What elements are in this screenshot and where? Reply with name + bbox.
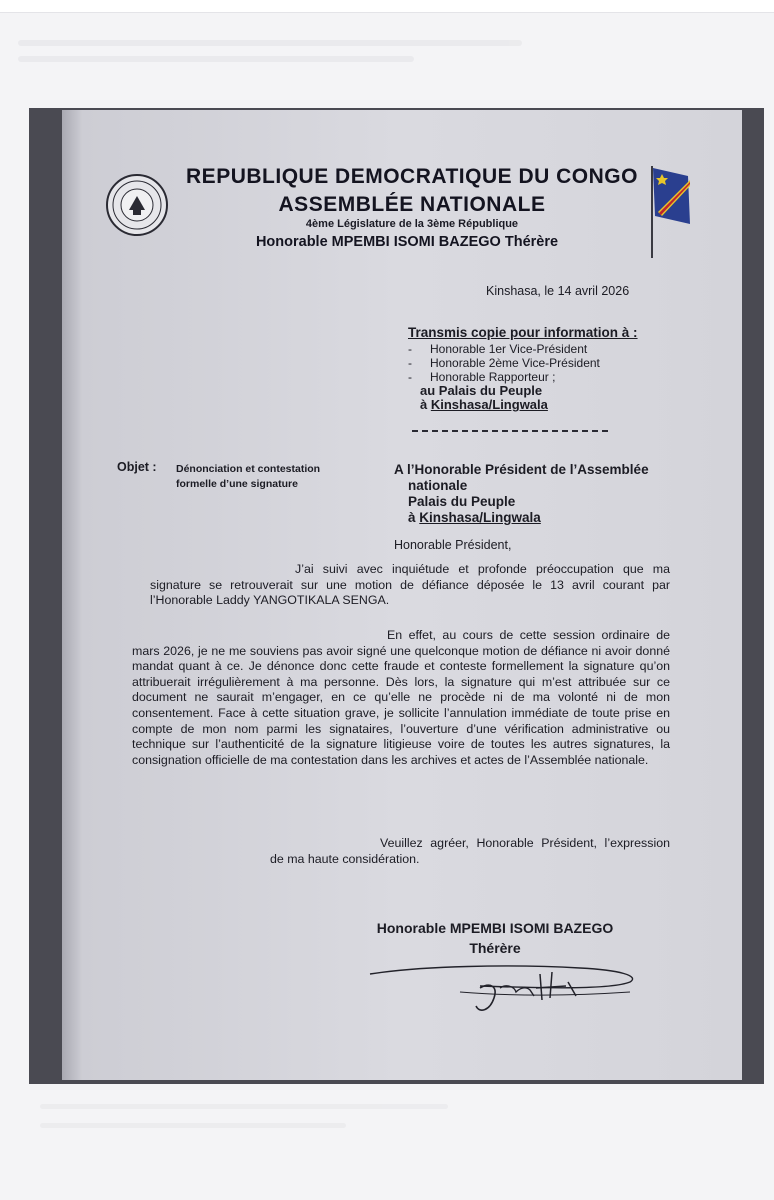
city-name: Kinshasa/Lingwala [430, 397, 548, 412]
assembly-seal-icon [106, 174, 168, 236]
copy-recipients-title: Transmis copie pour information à : [408, 325, 638, 340]
copy-recipient-item: - Honorable Rapporteur ; [408, 370, 708, 384]
body-paragraph-2: En effet, au cours de cette session ordinaire de mars 2026, je ne me souviens pas avoir signé une quelconque motion de défiance ni avoir donné mandat quant à ce. Je dénonce donc cette fraude et conteste formellement la signature qu’on attribuerait irrégulièrement à ma personne. Dès lors, la signature qui m’est attribuée sur ce document ne saurait m’engager, en ce qu’elle ne procède ni de ma volonté ni de mon consentement. Face à cette situation grave, je sollicite l’annulation immédiate de toute prise en compte de mon nom parmi les signataires, l’ouverture d’une vérification administrative ou technique sur l’authenticité de la signature litigieuse voire de toutes les autres signatures, la consignation officielle de ma contestation dans les archives et actes de l’Assemblée nationale. [132, 628, 670, 767]
handwritten-signature [330, 952, 670, 1022]
copy-recipients-place: au Palais du Peuple [420, 383, 543, 398]
city-name: Kinshasa/Lingwala [419, 510, 541, 525]
addressee-line: Palais du Peuple [408, 494, 516, 509]
header-legislature: 4ème Législature de la 3ème République [305, 218, 519, 230]
signatory-line: Honorable MPEMBI ISOMI BAZEGO [376, 920, 614, 936]
city-prefix: à [408, 510, 420, 525]
faded-background-text [18, 30, 738, 90]
header-republic: REPUBLIQUE DEMOCRATIQUE DU CONGO [186, 165, 638, 188]
copy-recipient-item: - Honorable 1er Vice-Président [408, 342, 708, 356]
dashed-separator [412, 430, 608, 432]
addressee-block [394, 462, 694, 526]
letter-date: Kinshasa, le 14 avril 2026 [486, 284, 630, 298]
header-honorable: Honorable MPEMBI ISOMI BAZEGO Thérère [255, 234, 559, 250]
copy-recipients [408, 326, 708, 412]
signatory-line: Thérère [469, 940, 521, 956]
city-prefix: à [420, 397, 431, 412]
subject-text: Dénonciation et contestation formelle d’une signature [176, 463, 321, 490]
faded-background-text [40, 1090, 720, 1170]
closing-paragraph: Veuillez agréer, Honorable Président, l’expression de ma haute considération. [270, 836, 670, 866]
addressee-line: A l’Honorable Président de l’Assemblée [394, 462, 649, 477]
addressee-line: nationale [408, 478, 468, 493]
salutation: Honorable Président, [394, 538, 512, 552]
body-paragraph-1: J’ai suivi avec inquiétude et profonde préoccupation que ma signature se retrouverait sur une motion de défiance déposée le 13 avril courant par l’Honorable Laddy YANGOTIKALA SENGA. [150, 562, 670, 608]
header-assembly: ASSEMBLÉE NATIONALE [278, 193, 546, 216]
letter-document [62, 110, 742, 1080]
copy-recipient-item: - Honorable 2ème Vice-Président [408, 356, 708, 370]
copy-recipients-city [420, 398, 708, 412]
subject-label: Objet : [117, 460, 157, 474]
viewer-top-bar [0, 0, 774, 13]
addressee-city [394, 510, 694, 526]
